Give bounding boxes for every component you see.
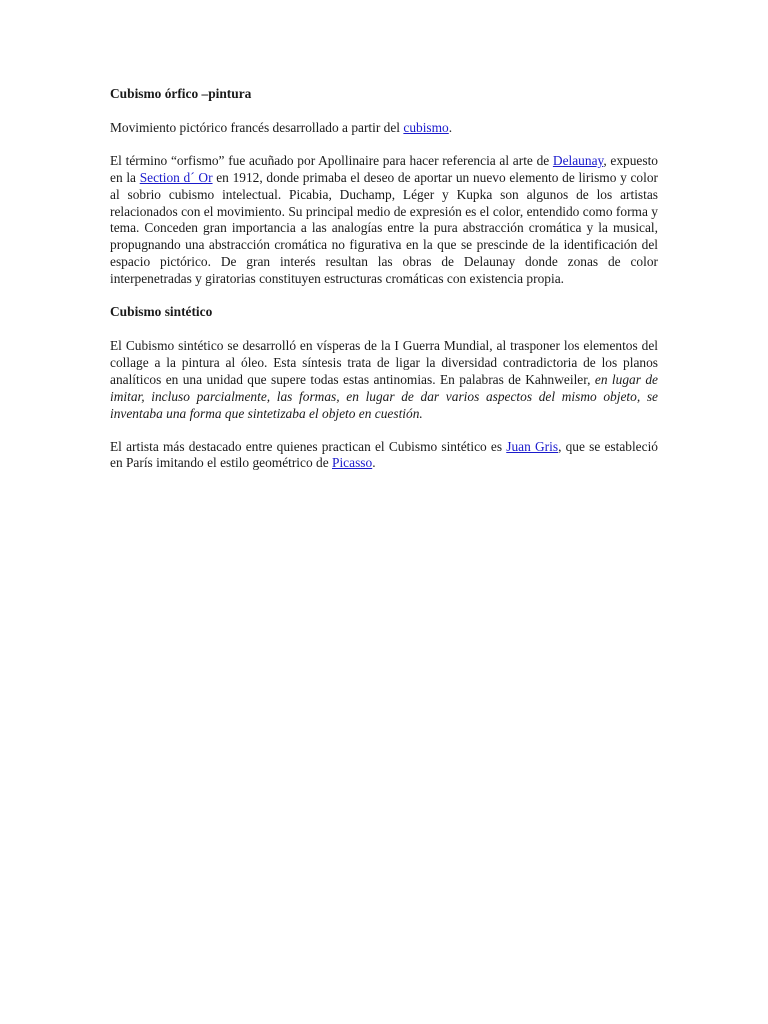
link-juan-gris[interactable]: Juan Gris — [506, 438, 559, 454]
sintetico-paragraph — [110, 338, 658, 423]
link-cubismo[interactable]: cubismo — [403, 119, 449, 135]
document-page — [110, 86, 658, 472]
kahnweiler-quote: en lugar de imitar, incluso parcialmente, las formas, en lugar de dar varios aspectos del mismo objeto, se inventaba una forma que sintetizaba el objeto en cuestión. — [110, 371, 658, 421]
link-picasso[interactable]: Picasso — [332, 455, 373, 471]
orfismo-paragraph — [110, 153, 658, 288]
link-delaunay[interactable]: Delaunay — [552, 152, 604, 168]
artista-paragraph — [110, 439, 658, 473]
intro-text: Movimiento pictórico francés desarrollado a partir del — [110, 119, 404, 135]
heading-cubismo-orfico: Cubismo órfico –pintura — [110, 86, 252, 101]
intro-paragraph — [110, 120, 658, 137]
heading-cubismo-sintetico: Cubismo sintético — [110, 304, 213, 320]
orfismo-text-1: El término “orfismo” fue acuñado por Apollinaire para hacer referencia al arte de — [110, 152, 553, 168]
link-section-dor[interactable]: Section d´ Or — [139, 169, 213, 185]
artista-text-3: . — [372, 455, 376, 471]
artista-text-2: , que se estableció en París imitando el estilo geométrico de — [110, 438, 658, 471]
artista-text-1: El artista más destacado entre quienes practican el Cubismo sintético es — [110, 438, 507, 454]
intro-end: . — [448, 119, 453, 135]
orfismo-text-2: , expuesto en la — [110, 152, 658, 185]
sintetico-text: El Cubismo sintético se desarrolló en vísperas de la I Guerra Mundial, al trasponer los elementos del collage a la pintura al óleo. Esta síntesis trata de ligar la diversidad contradictoria de los planos analíticos en una unidad que supere todas estas antinomias. En palabras de Kahnweiler, — [110, 337, 658, 387]
orfismo-text-3: en 1912, donde primaba el deseo de aportar un nuevo elemento de lirismo y color al sobrio cubismo intelectual. Picabia, Duchamp, Léger y Kupka son algunos de los artistas relacionados con el movimiento. Su principal medio de expresión es el color, entendido como forma y tema. Conceden gran importancia a las analogías entre la pura abstracción cromática y la musical, propugnando una abstracción cromática no figurativa en la que se prescinde de la identificación del espacio pictórico. De gran interés resultan las obras de Delaunay donde zonas de color interpenetradas y giratorias constituyen estructuras cromáticas con existencia propia. — [110, 169, 658, 287]
